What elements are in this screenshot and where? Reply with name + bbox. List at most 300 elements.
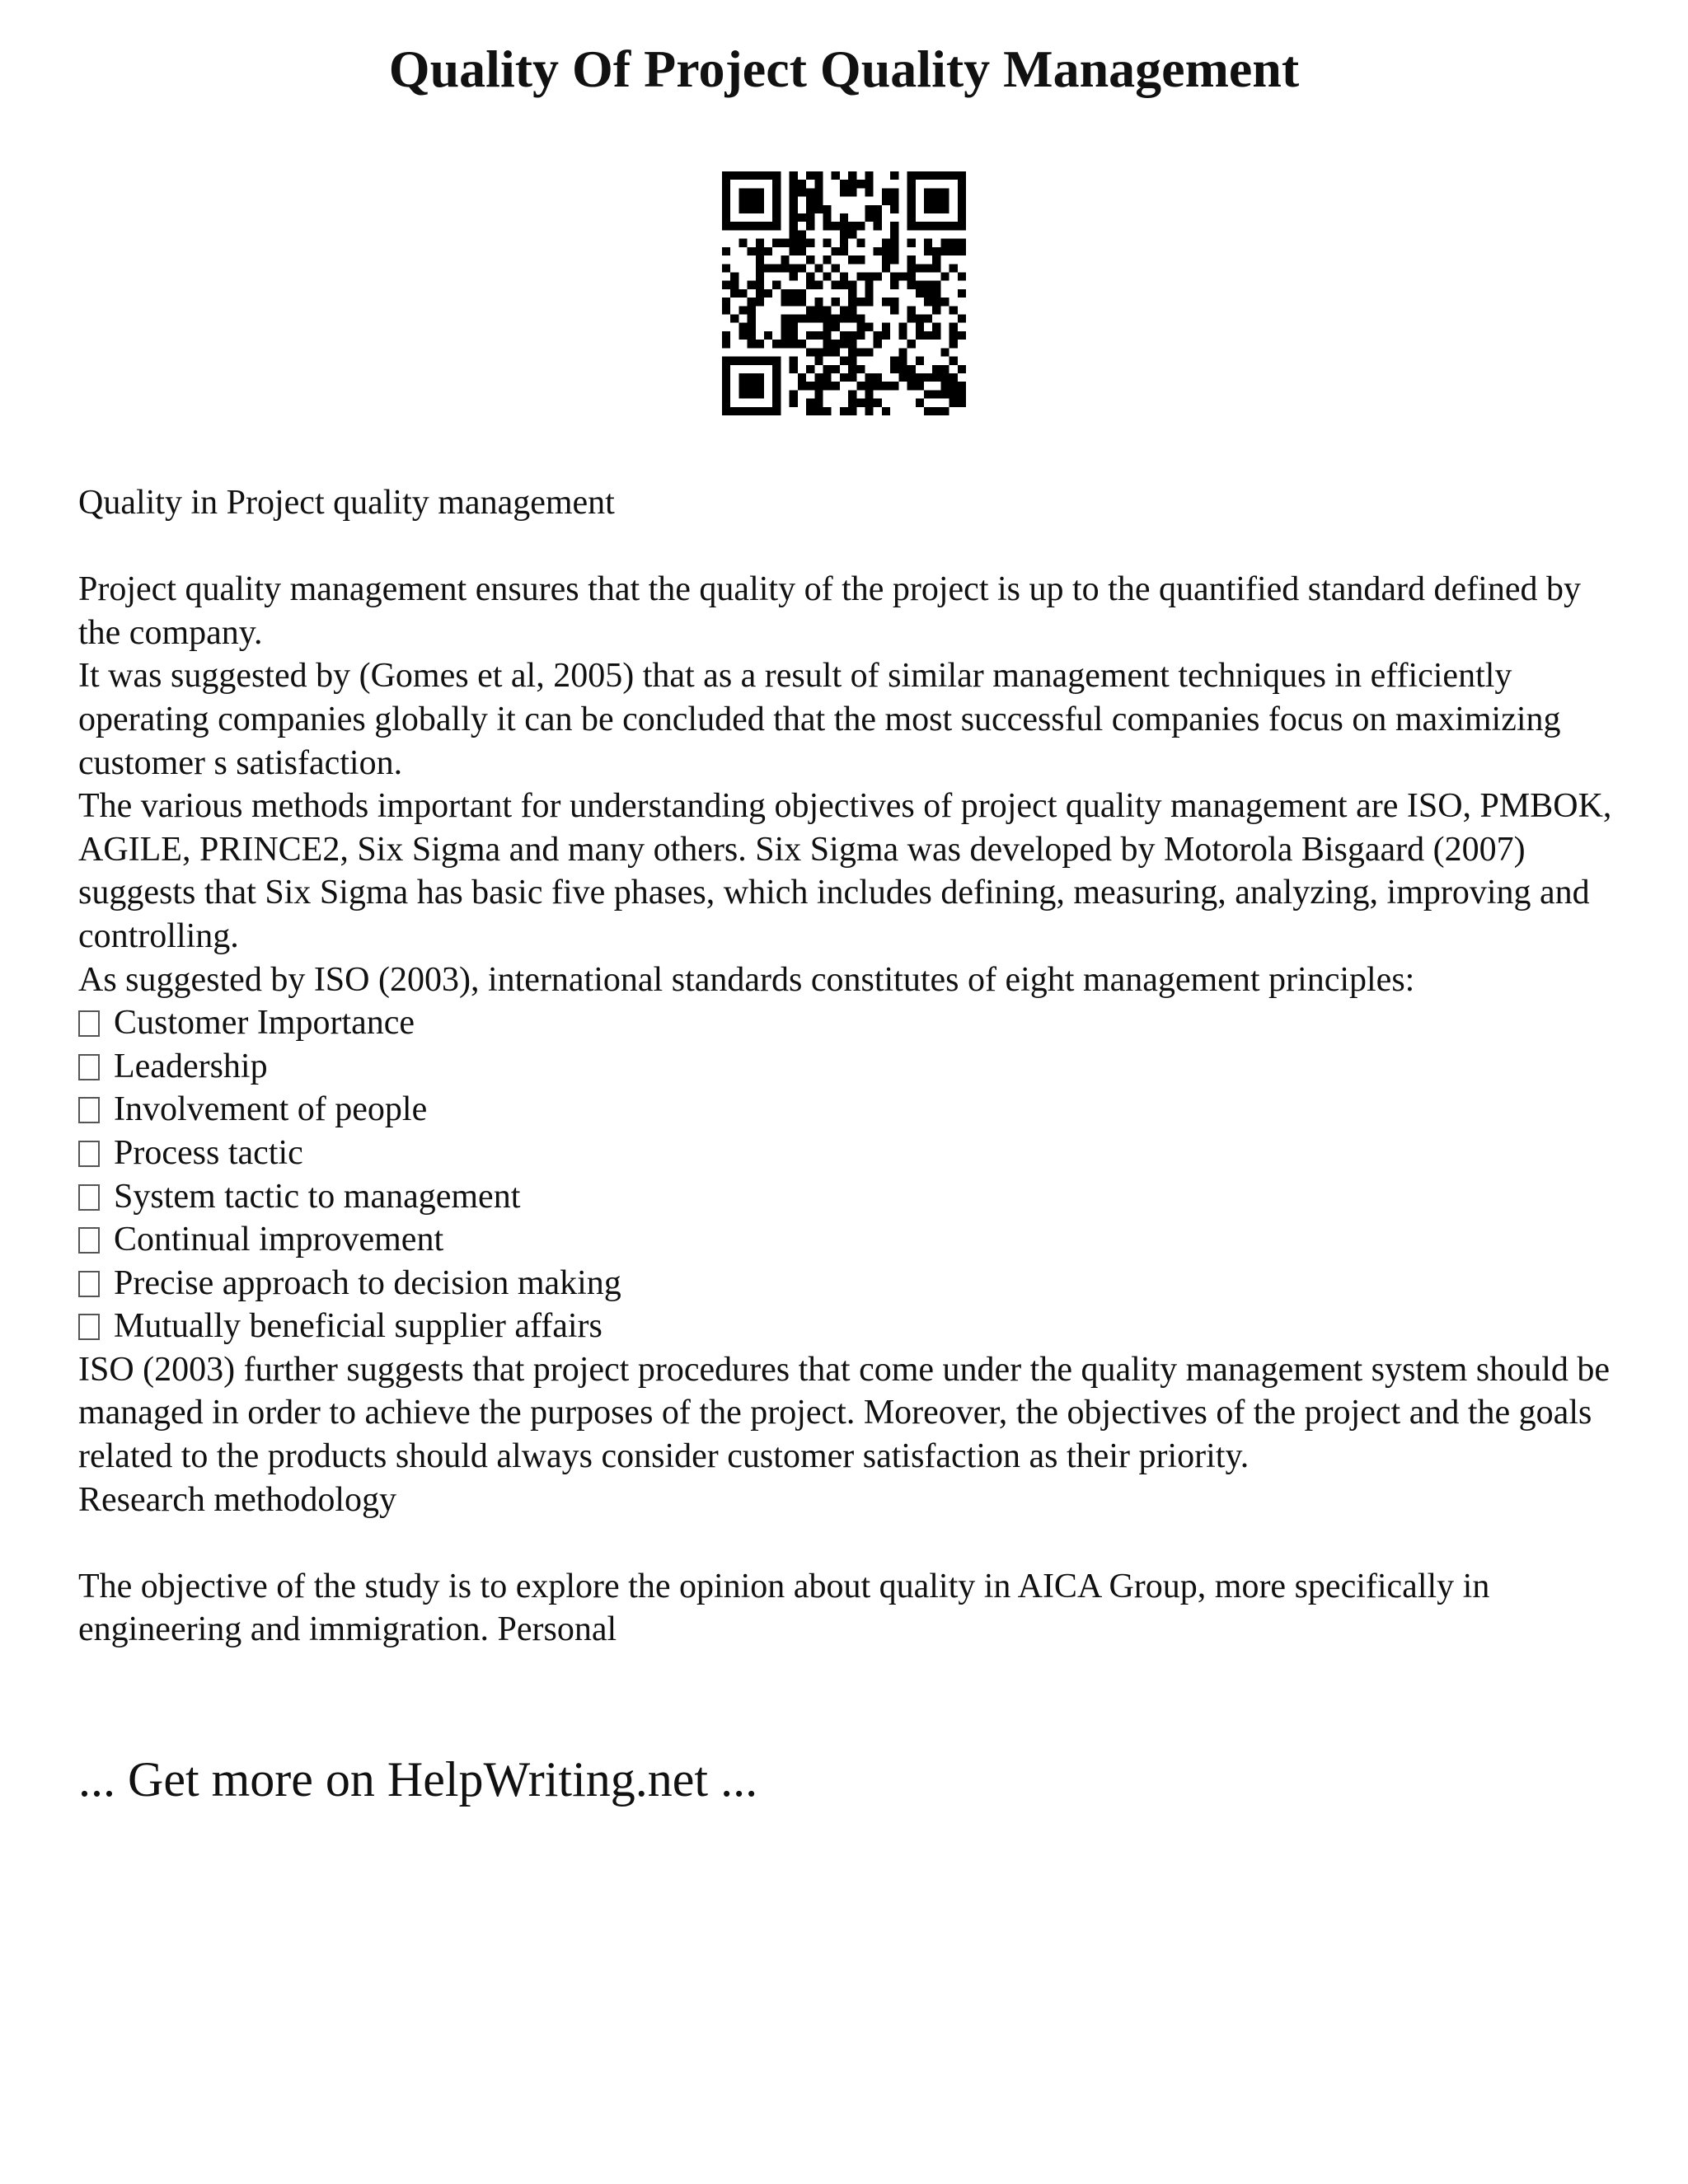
qr-module (874, 382, 882, 390)
qr-module (848, 306, 856, 314)
qr-module (781, 340, 789, 348)
qr-module (932, 407, 940, 415)
qr-module (738, 331, 747, 340)
qr-module (848, 348, 856, 356)
list-item (78, 1175, 1628, 1219)
qr-module (772, 281, 781, 289)
qr-module (874, 272, 882, 280)
qr-module (907, 281, 916, 289)
qr-module (932, 365, 940, 373)
qr-module (907, 264, 916, 272)
qr-module (898, 331, 907, 340)
qr-module (823, 348, 831, 356)
list-item-label: Precise approach to decision making (114, 1263, 621, 1302)
qr-module (790, 340, 798, 348)
qr-module (907, 205, 916, 213)
list-item (78, 1305, 1628, 1348)
qr-module (916, 281, 924, 289)
qr-module (823, 213, 831, 222)
bullet-box-icon (78, 1141, 100, 1167)
qr-module (730, 222, 738, 230)
qr-module (958, 272, 966, 280)
qr-module (790, 315, 798, 323)
qr-module (738, 323, 747, 331)
qr-module (806, 272, 814, 280)
qr-module (958, 171, 966, 180)
qr-module (940, 365, 949, 373)
qr-module (865, 390, 874, 398)
qr-module (798, 298, 806, 306)
qr-module (790, 188, 798, 196)
qr-module (848, 365, 856, 373)
qr-module (798, 239, 806, 247)
bullet-box-icon (78, 1271, 100, 1297)
qr-module (806, 315, 814, 323)
qr-module (940, 348, 949, 356)
qr-module (898, 365, 907, 373)
qr-module (764, 222, 772, 230)
qr-module (924, 331, 932, 340)
qr-module (790, 357, 798, 365)
qr-module (738, 205, 747, 213)
qr-module (924, 188, 932, 196)
qr-module (756, 188, 764, 196)
qr-module (756, 264, 764, 272)
qr-module (932, 197, 940, 205)
qr-module (924, 247, 932, 255)
qr-module (806, 348, 814, 356)
principles-list (78, 1001, 1628, 1348)
qr-module (848, 357, 856, 365)
qr-module (748, 323, 756, 331)
qr-module (798, 230, 806, 238)
qr-module (722, 247, 730, 255)
qr-module (748, 188, 756, 196)
qr-module (940, 239, 949, 247)
qr-module (781, 315, 789, 323)
qr-module (924, 373, 932, 382)
qr-module (814, 171, 823, 180)
qr-module (958, 382, 966, 390)
qr-module (940, 298, 949, 306)
qr-module (772, 222, 781, 230)
qr-module (907, 255, 916, 264)
qr-module (722, 213, 730, 222)
qr-module (722, 188, 730, 196)
qr-module (890, 255, 898, 264)
qr-module (764, 289, 772, 298)
qr-module (907, 222, 916, 230)
qr-module (865, 382, 874, 390)
qr-module (907, 239, 916, 247)
qr-module (790, 264, 798, 272)
qr-module (898, 348, 907, 356)
bullet-box-icon (78, 1227, 100, 1254)
qr-module (790, 247, 798, 255)
qr-module (748, 171, 756, 180)
qr-module (814, 188, 823, 196)
qr-module (730, 272, 738, 280)
qr-module (924, 222, 932, 230)
qr-module (890, 272, 898, 280)
qr-module (756, 222, 764, 230)
qr-module (848, 373, 856, 382)
qr-module (722, 171, 730, 180)
qr-module (764, 264, 772, 272)
qr-module (781, 239, 789, 247)
paragraph-intro-2: It was suggested by (Gomes et al, 2005) that as a result of similar management techniques in efficiently operating companies globally it can be concluded that the most successful companies focus on maximizing customer s satisfaction. (78, 657, 1561, 782)
qr-module (748, 281, 756, 289)
qr-module (865, 399, 874, 407)
qr-module (764, 247, 772, 255)
qr-module (932, 264, 940, 272)
qr-module (865, 407, 874, 415)
qr-module (840, 272, 848, 280)
qr-module (907, 365, 916, 373)
qr-module (848, 188, 856, 196)
qr-module (882, 298, 890, 306)
qr-module (748, 205, 756, 213)
qr-module (748, 197, 756, 205)
qr-module (772, 264, 781, 272)
qr-module (874, 373, 882, 382)
qr-module (890, 205, 898, 213)
qr-module (823, 365, 831, 373)
qr-module (916, 323, 924, 331)
qr-module (832, 171, 840, 180)
qr-module (806, 255, 814, 264)
paragraph-intro-4: As suggested by ISO (2003), international standards constitutes of eight management principles: (78, 960, 1415, 999)
qr-module (832, 281, 840, 289)
qr-module (848, 390, 856, 398)
qr-module (738, 390, 747, 398)
qr-module (924, 390, 932, 398)
qr-module (924, 407, 932, 415)
qr-module (823, 315, 831, 323)
qr-module (722, 331, 730, 340)
qr-module (856, 298, 865, 306)
list-item (78, 1132, 1628, 1175)
qr-module (781, 289, 789, 298)
qr-module (865, 289, 874, 298)
qr-module (958, 315, 966, 323)
qr-module (924, 205, 932, 213)
qr-module (890, 357, 898, 365)
qr-module (916, 264, 924, 272)
qr-module (940, 407, 949, 415)
qr-module (722, 390, 730, 398)
qr-module (806, 306, 814, 314)
qr-module (814, 180, 823, 188)
qr-module (814, 205, 823, 213)
list-item-label: Continual improvement (114, 1221, 444, 1259)
qr-module (865, 281, 874, 289)
qr-module (940, 247, 949, 255)
qr-module (865, 205, 874, 213)
qr-module (722, 340, 730, 348)
qr-module (806, 281, 814, 289)
qr-module (874, 399, 882, 407)
qr-module (798, 264, 806, 272)
qr-module (924, 197, 932, 205)
qr-module (738, 171, 747, 180)
qr-module (916, 382, 924, 390)
qr-module (722, 306, 730, 314)
qr-module (890, 382, 898, 390)
qr-module (823, 323, 831, 331)
qr-module (932, 247, 940, 255)
qr-module (798, 213, 806, 222)
qr-module (865, 348, 874, 356)
list-item (78, 1262, 1628, 1305)
qr-module (748, 373, 756, 382)
qr-module (924, 315, 932, 323)
qr-module (738, 407, 747, 415)
qr-module (814, 390, 823, 398)
qr-module (823, 272, 831, 280)
qr-module (840, 331, 848, 340)
qr-module (772, 373, 781, 382)
qr-module (756, 298, 764, 306)
qr-module (722, 373, 730, 382)
qr-module (790, 365, 798, 373)
qr-module (790, 390, 798, 398)
qr-module (772, 399, 781, 407)
qr-module (823, 407, 831, 415)
qr-module (932, 171, 940, 180)
qr-module (848, 407, 856, 415)
qr-module (738, 382, 747, 390)
qr-module (764, 357, 772, 365)
list-item (78, 1088, 1628, 1132)
qr-module (950, 399, 958, 407)
qr-module (840, 357, 848, 365)
qr-module (950, 331, 958, 340)
qr-module (950, 171, 958, 180)
qr-module (840, 281, 848, 289)
qr-module (730, 289, 738, 298)
qr-module (764, 407, 772, 415)
qr-module (940, 390, 949, 398)
qr-module (940, 272, 949, 280)
list-item-label: Leadership (114, 1047, 268, 1085)
qr-module (924, 298, 932, 306)
qr-module (856, 315, 865, 323)
qr-module (722, 180, 730, 188)
qr-module (865, 373, 874, 382)
qr-module (738, 222, 747, 230)
qr-module (814, 315, 823, 323)
qr-module (958, 197, 966, 205)
qr-module (916, 357, 924, 365)
qr-module (764, 171, 772, 180)
qr-module (848, 340, 856, 348)
qr-module (882, 407, 890, 415)
qr-module (856, 272, 865, 280)
qr-module (756, 272, 764, 280)
qr-module (950, 239, 958, 247)
get-more-link[interactable]: ... Get more on HelpWriting.net ... (78, 1752, 758, 1807)
qr-module (790, 298, 798, 306)
qr-module (950, 373, 958, 382)
qr-module (890, 171, 898, 180)
qr-module (806, 197, 814, 205)
qr-module (840, 340, 848, 348)
qr-module (814, 407, 823, 415)
qr-module (823, 306, 831, 314)
qr-module (950, 264, 958, 272)
qr-module (738, 357, 747, 365)
qr-module (814, 306, 823, 314)
qr-module (781, 331, 789, 340)
qr-module (764, 331, 772, 340)
qr-module (907, 340, 916, 348)
qr-module (840, 239, 848, 247)
qr-module (756, 289, 764, 298)
qr-module (916, 373, 924, 382)
qr-module (940, 222, 949, 230)
qr-module (840, 180, 848, 188)
qr-module (748, 222, 756, 230)
qr-module (790, 213, 798, 222)
qr-module (848, 315, 856, 323)
qr-module (856, 323, 865, 331)
qr-module (916, 315, 924, 323)
qr-module (932, 222, 940, 230)
qr-module (814, 281, 823, 289)
qr-module (790, 289, 798, 298)
qr-module (940, 197, 949, 205)
qr-module (958, 222, 966, 230)
qr-module (932, 331, 940, 340)
qr-module (932, 205, 940, 213)
qr-module (806, 222, 814, 230)
qr-module (950, 306, 958, 314)
qr-module (832, 365, 840, 373)
qr-module (907, 213, 916, 222)
qr-module (940, 205, 949, 213)
qr-module (848, 331, 856, 340)
qr-module (748, 298, 756, 306)
qr-module (814, 264, 823, 272)
qr-module (958, 239, 966, 247)
qr-module (950, 390, 958, 398)
qr-module (950, 357, 958, 365)
qr-module (958, 180, 966, 188)
qr-module (907, 373, 916, 382)
bullet-box-icon (78, 1314, 100, 1340)
qr-module (832, 323, 840, 331)
qr-module (916, 331, 924, 340)
qr-module (722, 222, 730, 230)
qr-module (840, 373, 848, 382)
list-item (78, 1045, 1628, 1089)
paragraph-intro-1: Project quality management ensures that the quality of the project is up to the quantified standard defined by the company. (78, 570, 1581, 652)
qr-module (806, 188, 814, 196)
qr-module (790, 239, 798, 247)
qr-module (856, 255, 865, 264)
qr-module (840, 230, 848, 238)
qr-module (856, 222, 865, 230)
qr-module (940, 171, 949, 180)
qr-module (748, 382, 756, 390)
qr-module (798, 373, 806, 382)
qr-module (958, 205, 966, 213)
qr-module (865, 171, 874, 180)
qr-module (722, 382, 730, 390)
qr-code-image (722, 171, 966, 415)
qr-module (772, 213, 781, 222)
qr-module (722, 197, 730, 205)
qr-module (848, 298, 856, 306)
qr-module (738, 289, 747, 298)
spacer (78, 1521, 1628, 1565)
qr-module (890, 188, 898, 196)
qr-module (722, 399, 730, 407)
qr-module (958, 365, 966, 373)
qr-module (890, 365, 898, 373)
qr-module (898, 323, 907, 331)
qr-module (832, 382, 840, 390)
qr-module (832, 222, 840, 230)
subheading: Quality in Project quality management (78, 484, 615, 522)
qr-module (856, 239, 865, 247)
qr-module (730, 171, 738, 180)
qr-module (907, 272, 916, 280)
qr-module (924, 239, 932, 247)
qr-module (790, 197, 798, 205)
qr-module (781, 264, 789, 272)
qr-module (898, 357, 907, 365)
qr-module (756, 247, 764, 255)
qr-module (882, 323, 890, 331)
qr-module (958, 247, 966, 255)
qr-module (823, 331, 831, 340)
qr-module (865, 188, 874, 196)
qr-module (890, 306, 898, 314)
bullet-box-icon (78, 1097, 100, 1123)
qr-module (756, 171, 764, 180)
qr-module (806, 239, 814, 247)
qr-module (882, 331, 890, 340)
qr-module (790, 222, 798, 230)
qr-module (874, 222, 882, 230)
qr-module (772, 180, 781, 188)
bullet-box-icon (78, 1010, 100, 1037)
qr-module (865, 213, 874, 222)
qr-module (924, 281, 932, 289)
qr-module (856, 399, 865, 407)
qr-module (832, 247, 840, 255)
qr-module (856, 348, 865, 356)
qr-module (748, 357, 756, 365)
qr-module (907, 315, 916, 323)
qr-module (756, 407, 764, 415)
qr-module (932, 323, 940, 331)
qr-module (806, 407, 814, 415)
qr-module (950, 382, 958, 390)
qr-module (958, 331, 966, 340)
qr-module (814, 348, 823, 356)
qr-module (932, 289, 940, 298)
qr-module (756, 255, 764, 264)
qr-module (890, 222, 898, 230)
qr-module (798, 315, 806, 323)
qr-module (874, 331, 882, 340)
qr-module (748, 407, 756, 415)
list-item-label: Involvement of people (114, 1090, 428, 1129)
qr-module (932, 188, 940, 196)
